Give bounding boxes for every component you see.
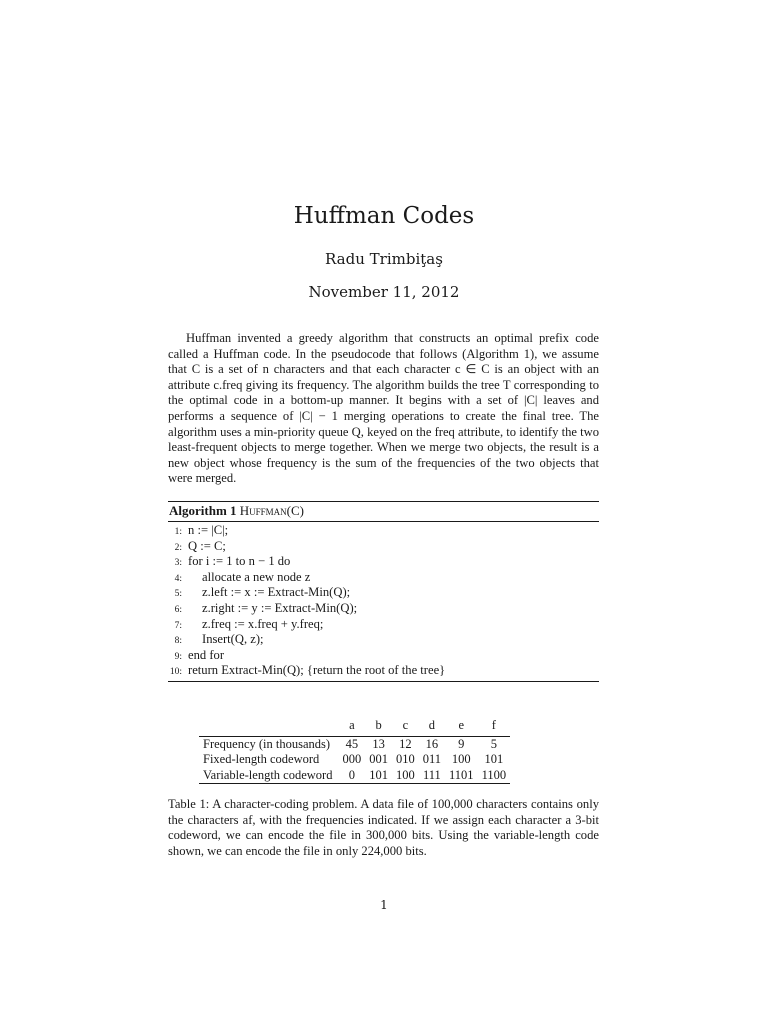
algorithm-line <box>168 663 599 679</box>
algorithm-line <box>168 570 599 586</box>
algorithm-label: Algorithm 1 <box>169 503 237 518</box>
table-caption: Table 1: A character-coding problem. A data file of 100,000 characters contains only the characters af, with the frequencies indicated. If we assign each character a 3-bit codeword, we can encode the file in 300,000 bits. Using the variable-length code shown, we can encode the file in only 224,000 bits. <box>168 797 599 858</box>
algorithm-line-text: Insert(Q, z); <box>202 632 264 647</box>
algorithm-line-text: end for <box>188 647 225 662</box>
algorithm-line-number: 1: <box>174 527 182 537</box>
paper-author: Radu Trimbiţaş <box>325 250 443 268</box>
coding-table <box>199 718 510 784</box>
table-cell: 45 <box>338 736 365 752</box>
table-cell: 111 <box>419 768 445 784</box>
algorithm-line-number: 5: <box>174 589 182 600</box>
algorithm-line-text: n := |C|; <box>188 523 229 537</box>
algorithm-line <box>168 554 599 570</box>
algorithm-lines <box>168 522 599 679</box>
table-cell: 101 <box>484 752 504 767</box>
page-number: 1 <box>380 898 388 912</box>
intro-paragraph: Huffman invented a greedy algorithm that constructs an optimal prefix code called a Huffman code. In the pseudocode that follows (Algorithm 1), we assume that C is a set of n characters and that each character c ∈ C is an object with an attribute c.freq giving its frequency. The algorithm builds the tree T corresponding to the optimal code in a bottom-up manner. It begins with a set of |C| leaves and performs a sequence of |C| − 1 merging operations to create the final tree. The algorithm uses a min-priority queue Q, keyed on the freq attribute, to identify the two least-frequent objects to merge together. When we merge two objects, the result is a new object whose frequency is the sum of the frequencies of the two objects that were merged. <box>168 331 599 486</box>
algorithm-line-number: 6: <box>174 604 182 615</box>
table-row-label: Variable-length codeword <box>199 768 338 784</box>
table-cell: 1101 <box>445 768 478 784</box>
table-column-header: b <box>375 718 382 733</box>
table-cell: 16 <box>419 736 445 752</box>
table-header-row <box>199 718 510 736</box>
algorithm-line <box>168 523 599 539</box>
table-row-label: Frequency (in thousands) <box>199 736 338 752</box>
algorithm-line-text: Q := C; <box>188 538 226 553</box>
algorithm-line-number: 4: <box>174 573 182 584</box>
table-cell: 13 <box>365 736 392 752</box>
algorithm-line-number: 8: <box>174 636 182 647</box>
table-column-header: f <box>491 718 496 733</box>
paper-title: Huffman Codes <box>293 203 475 229</box>
algorithm-line <box>168 648 599 664</box>
algorithm-line-text: z.left := x := Extract-Min(Q); <box>202 585 351 600</box>
table-column-header: a <box>349 718 355 733</box>
algorithm-line <box>168 632 599 648</box>
algorithm-line-number: 10: <box>169 667 182 678</box>
table-corner-cell <box>199 718 338 736</box>
algorithm-line-number: 9: <box>174 651 182 662</box>
algorithm-line-text: allocate a new node z <box>202 569 311 584</box>
table-cell: 12 <box>392 736 419 752</box>
table-cell: 1100 <box>478 768 511 784</box>
algorithm-block <box>168 501 599 682</box>
algorithm-line-text: return Extract-Min(Q); {return the root of the tree} <box>188 663 446 678</box>
paper-date: November 11, 2012 <box>308 283 460 301</box>
algorithm-line-text: z.freq := x.freq + y.freq; <box>202 616 324 631</box>
algorithm-line-number: 3: <box>174 558 182 569</box>
table-cell: 000 <box>342 752 362 767</box>
algorithm-line <box>168 601 599 617</box>
algorithm-line <box>168 617 599 633</box>
table-cell: 100 <box>451 752 471 767</box>
algorithm-line-text: z.right := y := Extract-Min(Q); <box>202 600 358 615</box>
table-column-header: e <box>458 718 465 733</box>
algorithm-bottom-rule <box>168 681 599 682</box>
table-row <box>199 736 510 752</box>
algorithm-line-number: 7: <box>174 620 182 631</box>
table-cell: 5 <box>478 736 511 752</box>
algorithm-line-text: for i := 1 to n − 1 do <box>188 554 291 569</box>
table-cell: 010 <box>395 752 415 767</box>
algorithm-line-number: 2: <box>174 542 182 553</box>
table-cell: 011 <box>422 752 442 767</box>
table-cell: 001 <box>369 752 388 767</box>
table-column-header: d <box>428 718 435 733</box>
table-row-label: Fixed-length codeword <box>203 752 320 767</box>
table-cell: 9 <box>445 736 478 752</box>
table-column-header: c <box>402 718 409 733</box>
algorithm-line <box>168 585 599 601</box>
table-cell: 101 <box>365 768 392 784</box>
table-row <box>199 752 510 768</box>
table-cell: 0 <box>338 768 365 784</box>
table-row <box>199 768 510 784</box>
algorithm-name: Huffman(C) <box>239 503 305 518</box>
algorithm-caption <box>168 502 599 521</box>
algorithm-line <box>168 539 599 555</box>
table-cell: 100 <box>392 768 419 784</box>
